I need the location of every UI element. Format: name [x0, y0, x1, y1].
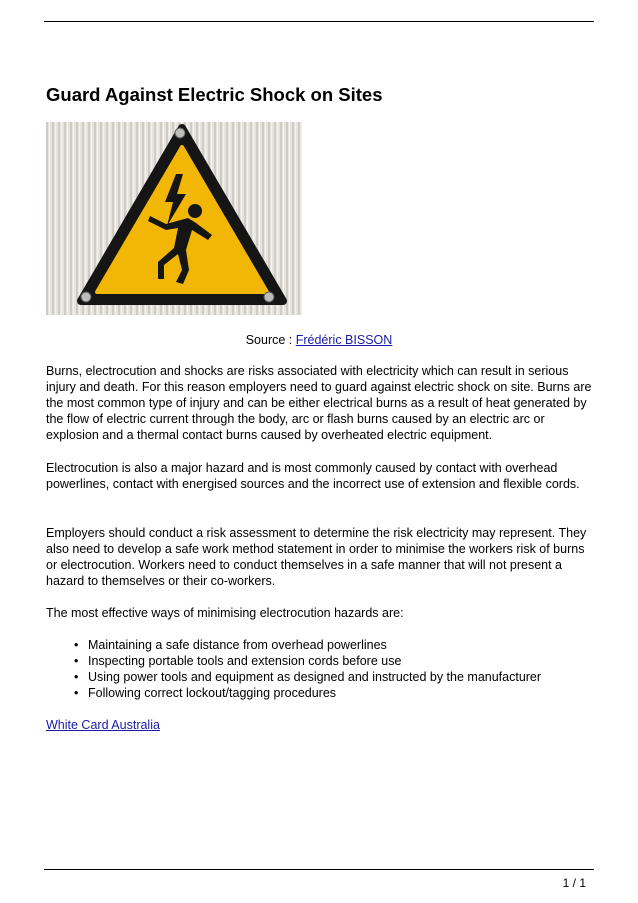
page-number: 1 / 1	[562, 876, 586, 890]
list-item: • Maintaining a safe distance from overhead powerlines	[74, 637, 541, 653]
page-title: Guard Against Electric Shock on Sites	[46, 84, 383, 105]
image-caption	[46, 332, 592, 348]
footer-rule	[44, 869, 594, 870]
electric-shock-warning-icon	[46, 122, 302, 315]
list-item: • Following correct lockout/tagging procedures	[74, 685, 541, 701]
paragraph-employers: Employers should conduct a risk assessment to determine the risk electricity may represent. They also need to develop a safe work method statement in order to minimise the workers risk of burns or electrocution. Workers need to conduct themselves in a safe manner that will not present a hazard to themselves or their co-workers.	[46, 526, 587, 588]
list-item: • Inspecting portable tools and extension cords before use	[74, 653, 541, 669]
paragraph-electrocution: Electrocution is also a major hazard and is most commonly caused by contact with overhead powerlines, contact with energised sources and the incorrect use of extension and flexible cords.	[46, 461, 580, 491]
paragraph-burns: Burns, electrocution and shocks are risks associated with electricity which can result in serious injury and death. For this reason employers need to guard against electric shock on site. Burns are the most common type of injury and can be either electrical burns as a result of heat generated by the flow of electric current through the body, arc or flash burns caused by an electric arc or explosion and a thermal contact burns caused by overheated electric equipment.	[46, 364, 592, 442]
paragraph-intro-list: The most effective ways of minimising electrocution hazards are:	[46, 606, 404, 620]
white-card-australia-link[interactable]: White Card Australia	[46, 718, 160, 732]
header-rule	[44, 21, 594, 22]
caption-prefix: Source :	[245, 333, 296, 347]
hazard-list	[74, 637, 541, 701]
list-item: • Using power tools and equipment as designed and instructed by the manufacturer	[74, 669, 541, 685]
warning-sign-photo	[46, 122, 302, 315]
source-link[interactable]: Frédéric BISSON	[295, 333, 393, 347]
